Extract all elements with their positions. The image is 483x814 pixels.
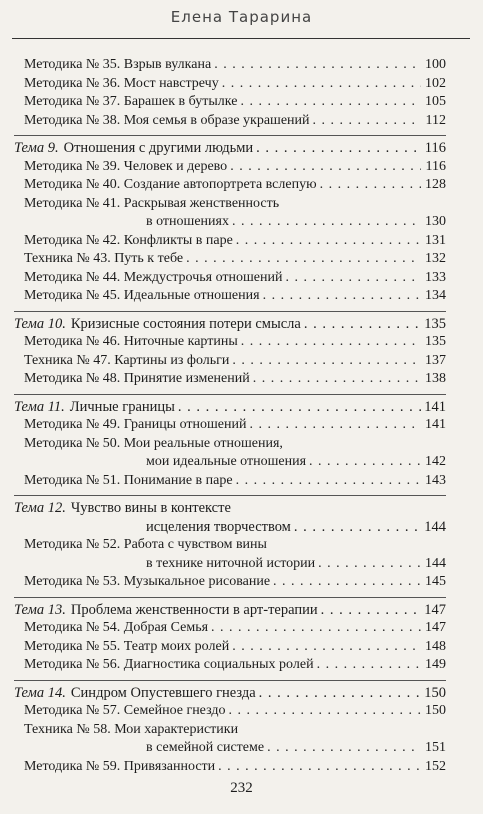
- toc-entry[interactable]: [14, 158, 446, 177]
- toc-entry[interactable]: [14, 721, 446, 740]
- toc-theme-heading[interactable]: [14, 315, 446, 334]
- toc-entry[interactable]: [14, 656, 446, 675]
- entry-title: Чувство вины в контексте: [70, 500, 231, 516]
- entry-page-number: 150: [425, 703, 446, 718]
- toc-entry[interactable]: [14, 619, 446, 638]
- entry-title: Кризисные состояния потери смысла: [70, 315, 301, 332]
- section-divider: [14, 680, 446, 681]
- page-number: 232: [230, 780, 253, 796]
- theme-label: Тема 9.: [14, 140, 59, 156]
- entry-page-number: 152: [425, 758, 446, 774]
- entry-page-number: 131: [425, 232, 446, 248]
- leader-dots: [232, 213, 421, 232]
- entry-title: Личные границы: [69, 398, 175, 415]
- theme-label: Тема 12.: [14, 500, 66, 516]
- entry-title: Методика № 56. Диагностика социальных ролей: [24, 657, 314, 672]
- toc-entry[interactable]: [14, 112, 446, 131]
- entry-title: Методика № 52. Работа с чувством вины: [24, 537, 267, 552]
- entry-page-number: 147: [424, 601, 446, 618]
- leader-dots: [321, 601, 421, 620]
- entry-title: в семейной системе: [146, 740, 265, 755]
- leader-dots: [236, 472, 421, 491]
- entry-page-number: 134: [425, 288, 446, 303]
- section-divider: [14, 495, 446, 496]
- entry-title: исцеления творчеством: [146, 518, 291, 535]
- running-header: Елена Тарарина: [170, 8, 313, 26]
- toc-entry-continuation[interactable]: [14, 555, 446, 574]
- leader-dots: [267, 739, 421, 758]
- leader-dots: [232, 638, 421, 657]
- toc-theme-heading[interactable]: [14, 398, 446, 417]
- leader-dots: [263, 287, 421, 306]
- entry-title: Методика № 35. Взрыв вулкана: [24, 57, 212, 72]
- leader-dots: [228, 702, 421, 721]
- entry-page-number: 149: [425, 657, 446, 672]
- toc-entry[interactable]: [14, 333, 446, 352]
- entry-title: Методика № 50. Мои реальные отношения,: [24, 435, 283, 451]
- entry-title: Техника № 47. Картины из фольги: [24, 352, 230, 368]
- section-divider: [14, 394, 446, 395]
- toc-entry[interactable]: [14, 176, 446, 195]
- leader-dots: [211, 619, 421, 638]
- toc-entry[interactable]: [14, 352, 446, 371]
- toc-entry[interactable]: [14, 638, 446, 657]
- entry-page-number: 130: [425, 214, 446, 229]
- entry-title: Техника № 58. Мои характеристики: [24, 721, 239, 737]
- theme-label: Тема 13.: [14, 601, 66, 618]
- entry-page-number: 133: [425, 269, 446, 285]
- leader-dots: [222, 75, 421, 94]
- leader-dots: [259, 684, 421, 703]
- toc-theme-heading[interactable]: [14, 601, 446, 620]
- leader-dots: [273, 573, 421, 592]
- entry-page-number: 100: [425, 57, 446, 72]
- entry-title: Методика № 55. Театр моих ролей: [24, 638, 230, 654]
- theme-label: Тема 11.: [14, 398, 65, 415]
- toc-entry[interactable]: [14, 232, 446, 251]
- leader-dots: [253, 370, 421, 389]
- leader-dots: [214, 56, 421, 75]
- entry-title: Методика № 42. Конфликты в паре: [24, 232, 233, 248]
- entry-page-number: 105: [425, 94, 446, 109]
- toc-theme-heading[interactable]: [14, 684, 446, 703]
- toc-entry[interactable]: [14, 573, 446, 592]
- toc-entry[interactable]: [14, 269, 446, 288]
- toc-entry[interactable]: [14, 75, 446, 94]
- entry-title: Методика № 40. Создание автопортрета вслепую: [24, 177, 317, 192]
- entry-page-number: 151: [425, 740, 446, 755]
- entry-title: Методика № 57. Семейное гнездо: [24, 703, 226, 718]
- entry-title: Методика № 45. Идеальные отношения: [24, 288, 260, 303]
- leader-dots: [250, 416, 422, 435]
- toc-entry[interactable]: [14, 195, 446, 214]
- toc-entry[interactable]: [14, 435, 446, 454]
- header-rule: [12, 38, 470, 39]
- toc-entry[interactable]: [14, 416, 446, 435]
- entry-page-number: 150: [424, 684, 446, 701]
- entry-title: Отношения с другими людьми: [63, 140, 254, 156]
- entry-page-number: 135: [424, 315, 446, 332]
- section-divider: [14, 135, 446, 136]
- leader-dots: [240, 93, 421, 112]
- entry-title: Методика № 38. Моя семья в образе украшений: [24, 112, 310, 128]
- leader-dots: [294, 518, 421, 537]
- entry-page-number: 144: [424, 518, 446, 535]
- theme-label: Тема 10.: [14, 315, 66, 332]
- entry-title: Методика № 37. Барашек в бутылке: [24, 94, 238, 109]
- entry-page-number: 116: [424, 140, 446, 156]
- leader-dots: [320, 176, 421, 195]
- leader-dots: [317, 656, 421, 675]
- leader-dots: [230, 158, 421, 177]
- toc-entry[interactable]: [14, 93, 446, 112]
- leader-dots: [218, 758, 421, 777]
- leader-dots: [256, 139, 421, 158]
- toc-entry-continuation[interactable]: [14, 739, 446, 758]
- leader-dots: [313, 112, 421, 131]
- entry-title: Методика № 44. Междустрочья отношений: [24, 269, 283, 285]
- entry-page-number: 135: [425, 334, 446, 349]
- leader-dots: [236, 232, 421, 251]
- entry-page-number: 145: [425, 574, 446, 589]
- entry-title: в технике ниточной истории: [146, 555, 316, 571]
- toc-entry[interactable]: [14, 287, 446, 306]
- toc-theme-heading[interactable]: [14, 499, 446, 518]
- entry-page-number: 102: [425, 75, 446, 91]
- entry-page-number: 116: [425, 158, 446, 174]
- entry-page-number: 138: [425, 371, 446, 386]
- entry-page-number: 142: [425, 454, 446, 469]
- entry-title: в отношениях: [146, 214, 229, 229]
- entry-title: мои идеальные отношения: [146, 454, 307, 469]
- toc-entry[interactable]: [14, 370, 446, 389]
- toc-entry[interactable]: [14, 472, 446, 491]
- leader-dots: [186, 250, 421, 269]
- leader-dots: [318, 555, 421, 574]
- entry-title: Методика № 51. Понимание в паре: [24, 472, 233, 488]
- toc-entry[interactable]: [14, 250, 446, 269]
- entry-page-number: 148: [425, 638, 446, 654]
- entry-page-number: 137: [425, 352, 446, 368]
- entry-page-number: 128: [425, 177, 446, 192]
- leader-dots: [304, 315, 421, 334]
- entry-page-number: 112: [425, 112, 446, 128]
- entry-title: Методика № 41. Раскрывая женственность: [24, 195, 280, 211]
- entry-title: Методика № 53. Музыкальное рисование: [24, 574, 271, 589]
- entry-title: Методика № 54. Добрая Семья: [24, 620, 209, 635]
- entry-page-number: 144: [425, 555, 446, 571]
- toc-entry-continuation[interactable]: [14, 213, 446, 232]
- toc-entry[interactable]: [14, 56, 446, 75]
- entry-title: Методика № 48. Принятие изменений: [24, 371, 250, 386]
- section-divider: [14, 597, 446, 598]
- theme-label: Тема 14.: [14, 684, 66, 701]
- entry-title: Техника № 43. Путь к тебе: [24, 251, 184, 266]
- toc-entry-continuation[interactable]: [14, 453, 446, 472]
- entry-title: Методика № 49. Границы отношений: [24, 417, 247, 432]
- entry-page-number: 141: [424, 398, 446, 415]
- entry-title: Проблема женственности в арт-терапии: [70, 601, 318, 618]
- leader-dots: [309, 453, 421, 472]
- entry-page-number: 132: [425, 251, 446, 266]
- toc-entry[interactable]: [14, 758, 446, 777]
- table-of-contents: [14, 56, 446, 776]
- leader-dots: [178, 398, 421, 417]
- entry-title: Методика № 36. Мост навстречу: [24, 75, 219, 91]
- section-divider: [14, 311, 446, 312]
- entry-title: Методика № 59. Привязанности: [24, 758, 216, 774]
- toc-theme-heading[interactable]: [14, 139, 446, 158]
- entry-title: Методика № 39. Человек и дерево: [24, 158, 228, 174]
- leader-dots: [285, 269, 421, 288]
- entry-page-number: 141: [425, 417, 446, 432]
- entry-page-number: 143: [425, 472, 446, 488]
- toc-entry[interactable]: [14, 702, 446, 721]
- leader-dots: [241, 333, 421, 352]
- entry-page-number: 147: [425, 620, 446, 635]
- leader-dots: [232, 352, 421, 371]
- entry-title: Синдром Опустевшего гнезда: [70, 684, 256, 701]
- entry-title: Методика № 46. Ниточные картины: [24, 334, 238, 349]
- toc-entry[interactable]: [14, 536, 446, 555]
- toc-theme-continuation[interactable]: [14, 518, 446, 537]
